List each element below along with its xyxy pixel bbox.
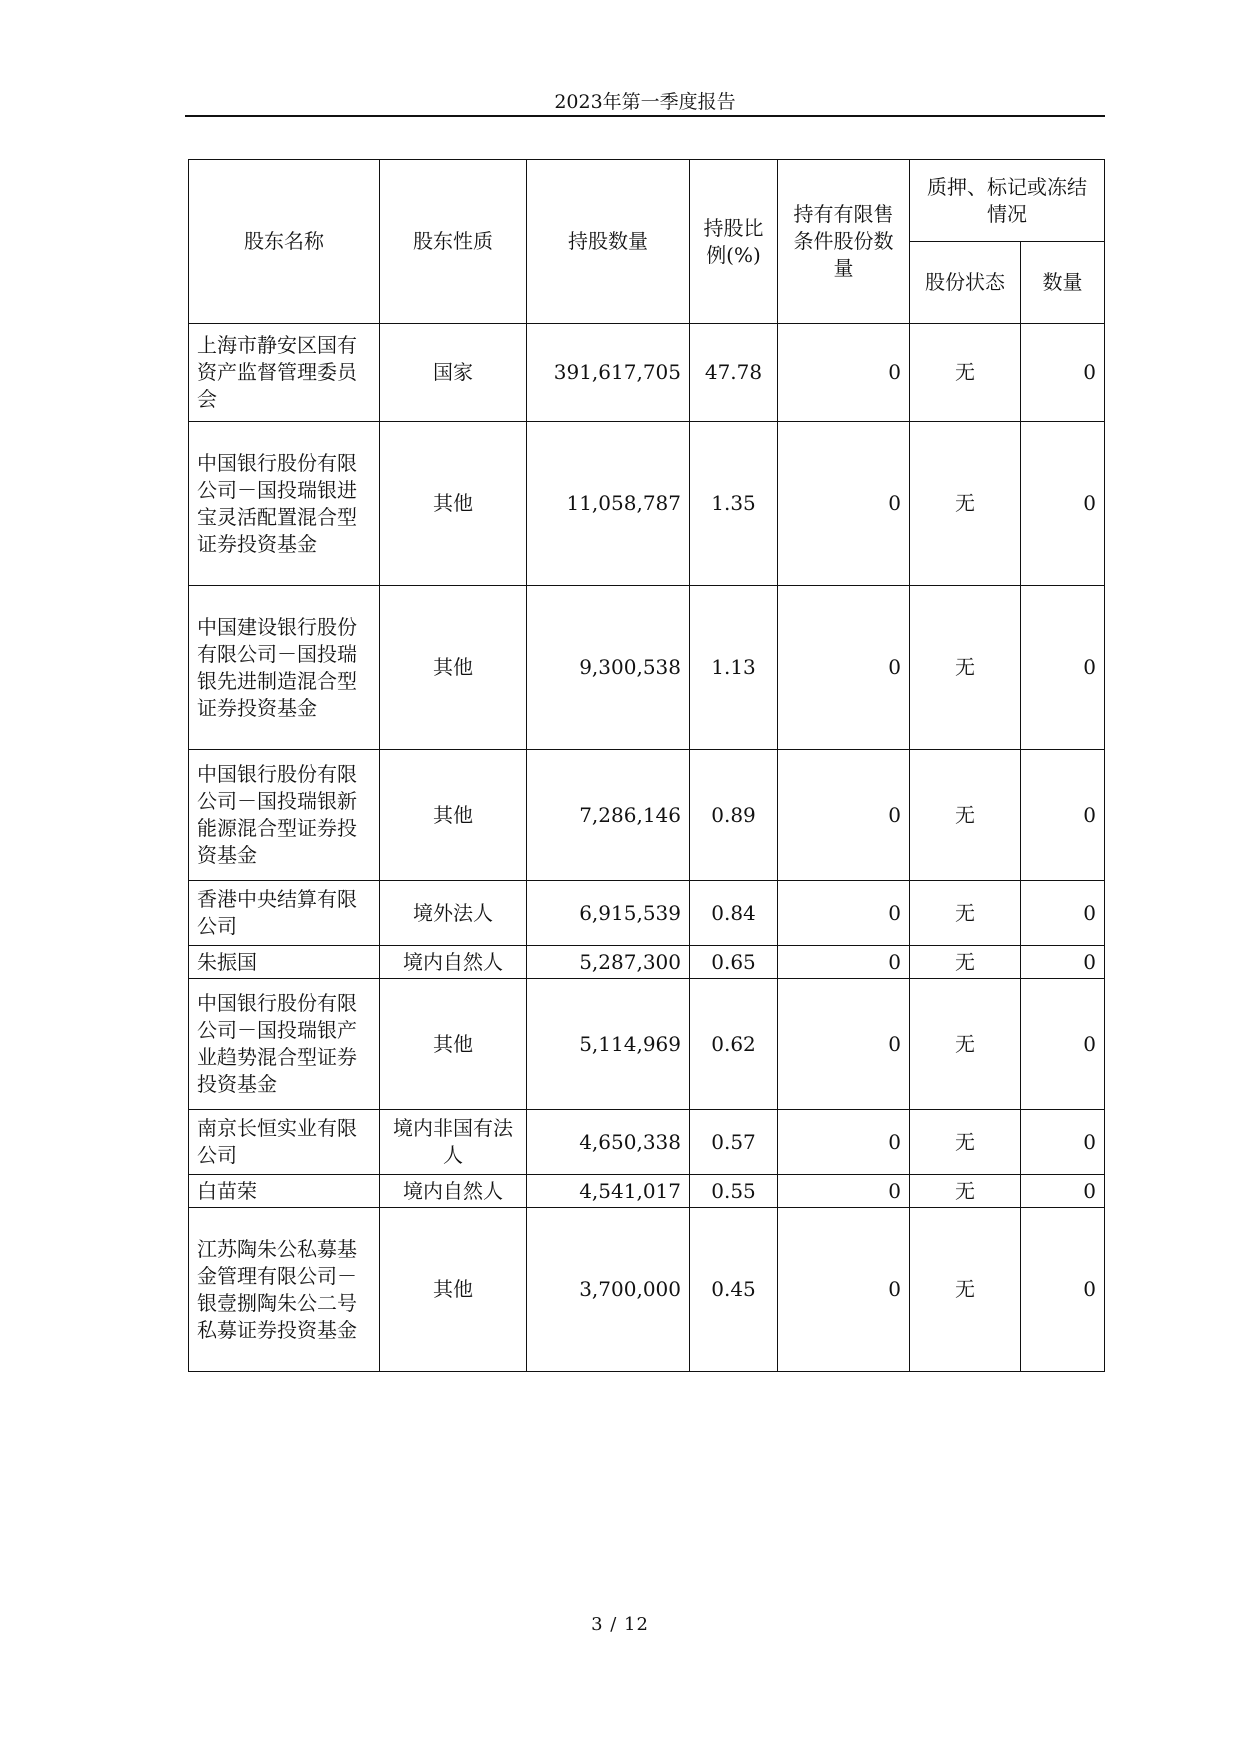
holding-ratio: 1.13	[690, 586, 778, 750]
shares-held: 6,915,539	[527, 881, 690, 946]
pledge-status: 无	[910, 881, 1021, 946]
table-row	[189, 881, 1105, 946]
table-row	[189, 946, 1105, 979]
pledge-status: 无	[910, 750, 1021, 881]
holding-ratio: 0.45	[690, 1208, 778, 1372]
restricted-shares: 0	[778, 1208, 910, 1372]
header-shares: 持股数量	[527, 160, 690, 324]
holding-ratio: 0.62	[690, 979, 778, 1110]
header-nature: 股东性质	[380, 160, 527, 324]
header-pledge-group: 质押、标记或冻结情况	[910, 160, 1105, 242]
shareholders-table	[188, 159, 1105, 1372]
shares-held: 11,058,787	[527, 422, 690, 586]
page-header: 2023年第一季度报告	[554, 91, 736, 113]
table-row	[189, 750, 1105, 881]
restricted-shares: 0	[778, 586, 910, 750]
table-row	[189, 586, 1105, 750]
header-name: 股东名称	[189, 160, 380, 324]
holder-name: 香港中央结算有限公司	[189, 881, 380, 946]
restricted-shares: 0	[778, 1110, 910, 1175]
pledge-quantity: 0	[1021, 422, 1105, 586]
holder-nature: 境内自然人	[380, 1175, 527, 1208]
shares-held: 5,287,300	[527, 946, 690, 979]
header-rule	[185, 115, 1105, 117]
table-row	[189, 1208, 1105, 1372]
pledge-status: 无	[910, 324, 1021, 422]
holder-nature: 其他	[380, 1208, 527, 1372]
holder-nature: 其他	[380, 586, 527, 750]
pledge-quantity: 0	[1021, 1175, 1105, 1208]
pledge-status: 无	[910, 586, 1021, 750]
holding-ratio: 0.55	[690, 1175, 778, 1208]
holding-ratio: 1.35	[690, 422, 778, 586]
page-number: 3 / 12	[591, 1614, 649, 1635]
table-row	[189, 1110, 1105, 1175]
pledge-status: 无	[910, 1175, 1021, 1208]
holder-name: 上海市静安区国有资产监督管理委员会	[189, 324, 380, 422]
shares-held: 7,286,146	[527, 750, 690, 881]
table-row	[189, 422, 1105, 586]
holding-ratio: 0.84	[690, 881, 778, 946]
restricted-shares: 0	[778, 881, 910, 946]
holder-nature: 境外法人	[380, 881, 527, 946]
pledge-status: 无	[910, 979, 1021, 1110]
restricted-shares: 0	[778, 979, 910, 1110]
holder-nature: 境内非国有法人	[380, 1110, 527, 1175]
holder-name: 江苏陶朱公私募基金管理有限公司－银壹捌陶朱公二号私募证券投资基金	[189, 1208, 380, 1372]
holder-name: 中国银行股份有限公司－国投瑞银产业趋势混合型证券投资基金	[189, 979, 380, 1110]
pledge-status: 无	[910, 1110, 1021, 1175]
holder-nature: 其他	[380, 979, 527, 1110]
pledge-quantity: 0	[1021, 324, 1105, 422]
holder-name: 中国银行股份有限公司－国投瑞银新能源混合型证券投资基金	[189, 750, 380, 881]
holder-nature: 境内自然人	[380, 946, 527, 979]
pledge-status: 无	[910, 422, 1021, 586]
shares-held: 391,617,705	[527, 324, 690, 422]
restricted-shares: 0	[778, 1175, 910, 1208]
pledge-quantity: 0	[1021, 586, 1105, 750]
holder-name: 朱振国	[189, 946, 380, 979]
pledge-quantity: 0	[1021, 1208, 1105, 1372]
shares-held: 5,114,969	[527, 979, 690, 1110]
pledge-quantity: 0	[1021, 946, 1105, 979]
pledge-status: 无	[910, 946, 1021, 979]
pledge-quantity: 0	[1021, 979, 1105, 1110]
holder-name: 中国建设银行股份有限公司－国投瑞银先进制造混合型证券投资基金	[189, 586, 380, 750]
restricted-shares: 0	[778, 324, 910, 422]
holding-ratio: 0.57	[690, 1110, 778, 1175]
table-row	[189, 324, 1105, 422]
restricted-shares: 0	[778, 422, 910, 586]
pledge-status: 无	[910, 1208, 1021, 1372]
restricted-shares: 0	[778, 946, 910, 979]
restricted-shares: 0	[778, 750, 910, 881]
holding-ratio: 0.89	[690, 750, 778, 881]
holder-name: 中国银行股份有限公司－国投瑞银进宝灵活配置混合型证券投资基金	[189, 422, 380, 586]
holder-nature: 其他	[380, 750, 527, 881]
holder-nature: 国家	[380, 324, 527, 422]
shares-held: 3,700,000	[527, 1208, 690, 1372]
shares-held: 4,650,338	[527, 1110, 690, 1175]
holder-name: 南京长恒实业有限公司	[189, 1110, 380, 1175]
header-restricted: 持有有限售条件股份数量	[778, 160, 910, 324]
table-row	[189, 1175, 1105, 1208]
header-pledge-status: 股份状态	[910, 242, 1021, 324]
header-ratio: 持股比例(%)	[690, 160, 778, 324]
pledge-quantity: 0	[1021, 1110, 1105, 1175]
shares-held: 4,541,017	[527, 1175, 690, 1208]
holding-ratio: 0.65	[690, 946, 778, 979]
table-row	[189, 979, 1105, 1110]
header-pledge-qty: 数量	[1021, 242, 1105, 324]
holder-name: 白苗荣	[189, 1175, 380, 1208]
holding-ratio: 47.78	[690, 324, 778, 422]
shares-held: 9,300,538	[527, 586, 690, 750]
pledge-quantity: 0	[1021, 881, 1105, 946]
holder-nature: 其他	[380, 422, 527, 586]
pledge-quantity: 0	[1021, 750, 1105, 881]
